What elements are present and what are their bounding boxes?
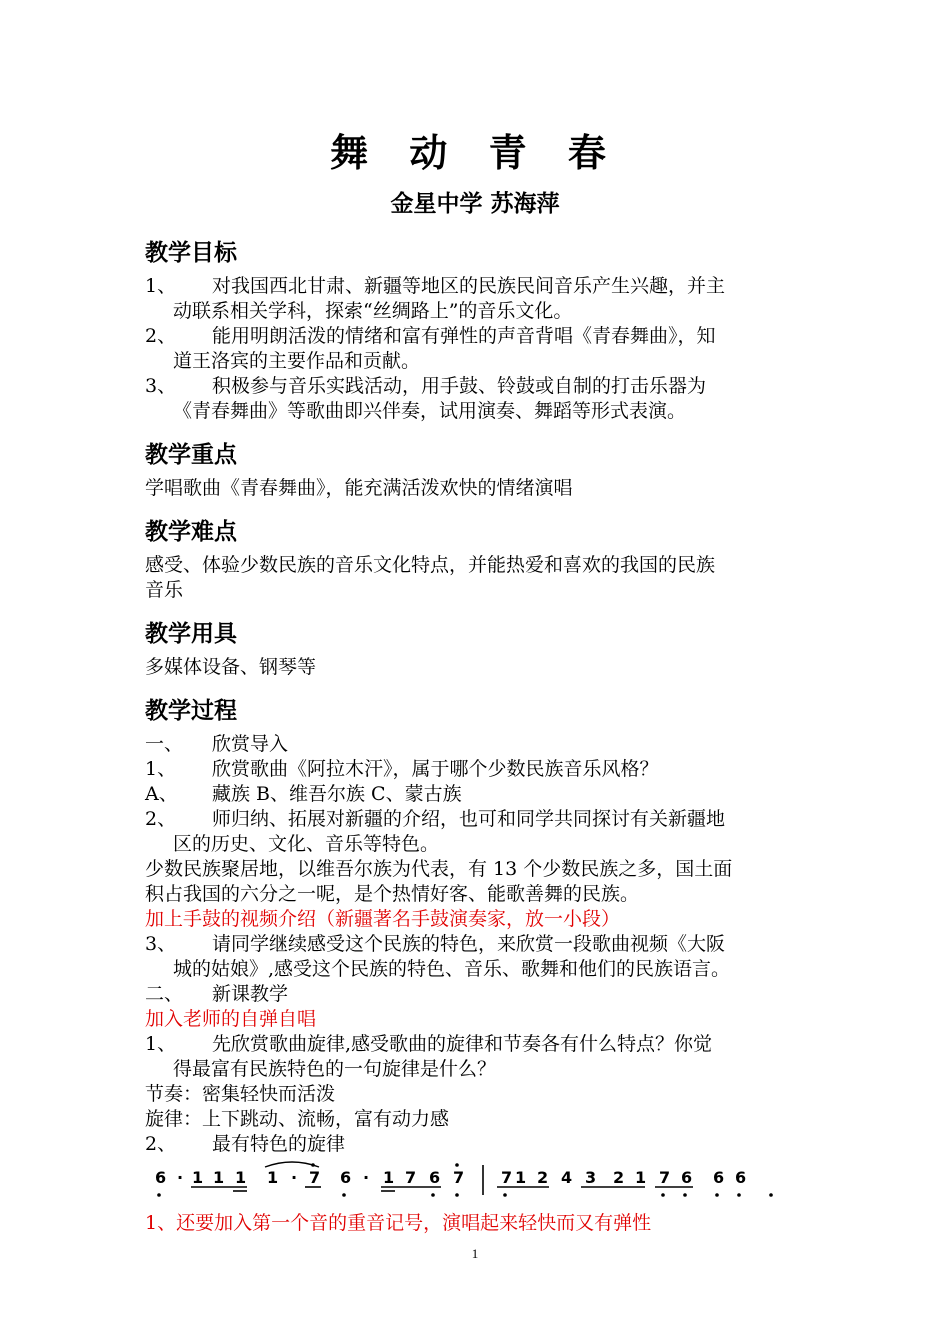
section-1 [145, 732, 810, 757]
section-title: 新课教学 [212, 983, 289, 1005]
octave-dot [769, 1193, 773, 1197]
step-1-3 [145, 932, 810, 957]
step-num: 2、 [145, 808, 177, 830]
section-num: 一、 [145, 733, 184, 755]
process-heading: 教学过程 [145, 698, 237, 724]
notation-glyph: 1 [192, 1168, 204, 1187]
octave-dot [455, 1193, 459, 1197]
goal-item-2 [145, 324, 810, 374]
step-num: 2、 [145, 1133, 177, 1155]
notation-glyph: 6 [735, 1168, 747, 1187]
goal-text-cont: 《青春舞曲》等歌曲即兴伴奏，试用演奏、舞蹈等形式表演。 [173, 400, 687, 422]
notation-glyph: · [177, 1168, 184, 1187]
melody-text: 旋律：上下跳动、流畅，富有动力感 [145, 1108, 450, 1130]
octave-dot [683, 1193, 687, 1197]
step-num: 1、 [145, 758, 177, 780]
notation-glyph: 1 [213, 1168, 225, 1187]
page-title: 舞 动 青 春 [330, 131, 620, 175]
option-label: A、 [145, 783, 178, 805]
notation-glyph: 3 [585, 1168, 597, 1187]
notation-glyph: · [291, 1168, 298, 1187]
notation-glyph: 7 [309, 1168, 321, 1187]
step-num: 3、 [145, 933, 177, 955]
step-num: 1、 [145, 1033, 177, 1055]
difficulty-heading: 教学难点 [145, 519, 237, 545]
octave-dot [661, 1193, 665, 1197]
notation-glyph: 6 [681, 1168, 693, 1187]
step-text: 请同学继续感受这个民族的特色，来欣赏一段歌曲视频《大阪 [212, 933, 726, 955]
section-title: 欣赏导入 [212, 733, 289, 755]
step-1-2 [145, 807, 810, 832]
notation-glyph: · [363, 1168, 370, 1187]
red-note-2: 加入老师的自弹自唱 [145, 1008, 317, 1030]
slur-mark [265, 1162, 319, 1167]
goal-num: 3、 [145, 375, 177, 397]
notation-glyph: 1 [635, 1168, 647, 1187]
goal-num: 1、 [145, 275, 177, 297]
red-note-3: 1、还要加入第一个音的重音记号，演唱起来轻快而又有弹性 [145, 1212, 652, 1234]
notation-glyph: 7 [405, 1168, 417, 1187]
tools-text: 多媒体设备、钢琴等 [145, 656, 317, 678]
octave-dot [342, 1193, 346, 1197]
notation-glyph: 1 [235, 1168, 247, 1187]
goal-item-3 [145, 374, 810, 424]
step-text: 师归纳、拓展对新疆的介绍，也可和同学共同探讨有关新疆地 [212, 808, 726, 830]
step-text: 最有特色的旋律 [212, 1133, 346, 1155]
tools-heading: 教学用具 [145, 621, 237, 647]
goal-text: 能用明朗活泼的情绪和富有弹性的声音背唱《青春舞曲》，知 [212, 325, 716, 347]
octave-dot [455, 1163, 459, 1167]
difficulty-text-cont: 音乐 [145, 579, 184, 601]
step-text-cont: 区的历史、文化、音乐等特色。 [173, 833, 440, 855]
goal-num: 2、 [145, 325, 177, 347]
notation-glyph: 4 [561, 1168, 573, 1187]
notation-glyph: 1 [515, 1168, 527, 1187]
step-1-1 [145, 757, 810, 782]
notation-glyph: 7 [501, 1168, 513, 1187]
step-text: 欣赏歌曲《阿拉木汗》，属于哪个少数民族音乐风格？ [212, 758, 659, 780]
author-line: 金星中学 苏海萍 [390, 191, 560, 217]
paragraph: 少数民族聚居地，以维吾尔族为代表，有 13 个少数民族之多，国土面 [145, 858, 733, 880]
goal-text-cont: 道王洛宾的主要作品和贡献。 [173, 350, 421, 372]
key-point-text: 学唱歌曲《青春舞曲》，能充满活泼欢快的情绪演唱 [145, 477, 573, 499]
notation-glyph: 6 [429, 1168, 441, 1187]
notation-glyph: 6 [340, 1168, 352, 1187]
section-2 [145, 982, 810, 1007]
page-number: 1 [471, 1246, 479, 1261]
octave-dot [157, 1193, 161, 1197]
notation-glyph: 6 [713, 1168, 725, 1187]
notation-glyph: 7 [453, 1168, 465, 1187]
octave-dot [715, 1193, 719, 1197]
goals-heading: 教学目标 [145, 240, 237, 266]
option-text: 藏族 B、维吾尔族 C、蒙古族 [212, 783, 462, 805]
section-num: 二、 [145, 983, 184, 1005]
step-text-cont: 得最富有民族特色的一句旋律是什么？ [173, 1058, 497, 1080]
octave-dot [503, 1193, 507, 1197]
notation-glyph: 6 [155, 1168, 167, 1187]
notation-glyph: 2 [613, 1168, 625, 1187]
step-text-cont: 城的姑娘》,感受这个民族的特色、音乐、歌舞和他们的民族语言。 [173, 958, 731, 980]
key-point-heading: 教学重点 [145, 442, 237, 468]
octave-dot [431, 1193, 435, 1197]
document-body [145, 232, 810, 1236]
notation-glyph: 7 [659, 1168, 671, 1187]
difficulty-text: 感受、体验少数民族的音乐文化特点，并能热爱和喜欢的我国的民族 [145, 554, 716, 576]
notation-glyph: 2 [537, 1168, 549, 1187]
notation-glyph: 1 [383, 1168, 395, 1187]
octave-dot [311, 1163, 315, 1167]
rhythm-text: 节奏：密集轻快而活泼 [145, 1083, 336, 1105]
goal-text-cont: 动联系相关学科，探索“丝绸路上”的音乐文化。 [173, 300, 573, 322]
notation-graphic [145, 1161, 805, 1205]
goal-text: 积极参与音乐实践活动，用手鼓、铃鼓或自制的打击乐器为 [212, 375, 707, 397]
step-text: 先欣赏歌曲旋律,感受歌曲的旋律和节奏各有什么特点？你觉 [212, 1033, 713, 1055]
notation-glyph: 1 [267, 1168, 279, 1187]
step-options [145, 782, 810, 807]
step-2-2 [145, 1132, 810, 1157]
paragraph-cont: 积占我国的六分之一呢，是个热情好客、能歌善舞的民族。 [145, 883, 640, 905]
goal-text: 对我国西北甘肃、新疆等地区的民族民间音乐产生兴趣，并主 [212, 275, 726, 297]
red-note-1: 加上手鼓的视频介绍（新疆著名手鼓演奏家，放一小段） [145, 908, 621, 930]
numbered-notation [145, 1161, 810, 1205]
goal-item-1 [145, 274, 810, 324]
step-2-1 [145, 1032, 810, 1057]
octave-dot [737, 1193, 741, 1197]
